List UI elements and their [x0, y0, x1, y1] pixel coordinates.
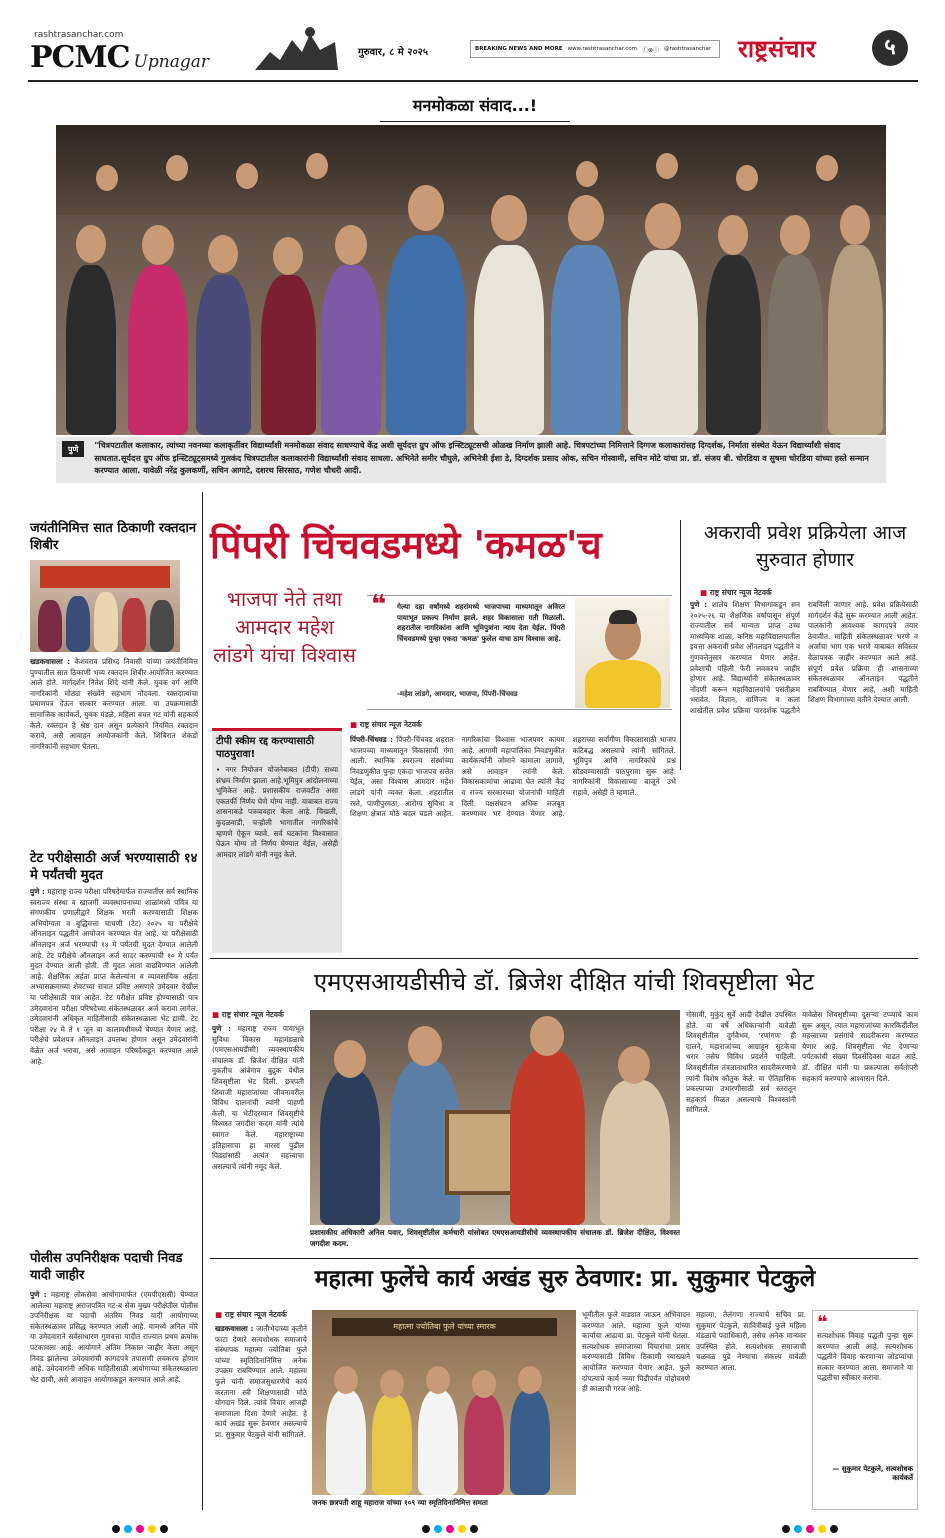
left2-headline: टेट परीक्षेसाठी अर्ज भरण्यासाठी १४ मे पर्यंतची मुदत [30, 851, 198, 883]
masthead-rule [28, 80, 918, 82]
mid-caption: प्रशासकीय अधिकारी अनिल पवार, शिवसृष्टीतील कर्मचारी यांसोबत एमएसआयडीसीचे व्यवस्थापकीय संचालक डॉ. ब्रिजेश दीक्षित, विश्वस्त जगदीश कदम. [310, 1228, 680, 1248]
lead-rule [680, 520, 681, 770]
lead-quote-box [367, 590, 672, 710]
left3-headline: पोलीस उपनिरीक्षक पदाची निवड यादी जाहीर [30, 1251, 183, 1283]
mid-text: महाराष्ट्र राज्य पायाभूत सुविधा विकास महामंडळाचे (एमएसआयडीसी) व्यवस्थापकीय संचालक डॉ. ब्रिजेश दीक्षित यांनी नुकतीच आंबेगाव बुद्रुक येथील शिवसृष्टीला भेट दिली. छत्रपती शिवाजी महाराजांच्या जीवनावरील विविध दालनांची त्यांनी पाहणी केली. या भेटीदरम्यान शिवसृष्टीचे विश्वस्त जगदीश कदम यांनी त्यांचे स्वागत केले. महाराष्ट्राच्या इतिहासाचा हा वारसा पुढील पिढ्यांसाठी अत्यंत महत्त्वाचा असल्याचे त्यांनी नमूद केले. [212, 1024, 304, 1171]
site-url: rashtrasanchar.com [34, 30, 124, 40]
left1-body [30, 657, 198, 837]
location-tag: पुणे [62, 441, 84, 457]
right1-text: शालेय शिक्षण विभागाकडून सन २०२५-२६ या शैक्षणिक वर्षापासून संपूर्ण राज्यातील सर्व मान्यता प्राप्त उच्च माध्यमिक शाळा, कनिष्ठ महाविद्यालयातील इयत्ता अकरावी प्रवेश ऑनलाइन पद्धतीने व गुणवत्तेनुसार करण्यात येणार आहेत. प्रवेशाची पहिली फेरी लवकरच जाहीर होणार आहे. विद्यार्थ्यांनी संकेतस्थळावर नोंदणी करून महाविद्यालयांचे पसंतीक्रम भरावेत. विज्ञान, वाणिज्य व कला शाखेतील प्रवेश प्रक्रिया पारदर्शक पद्धतीने राबविली जाणार आहे. प्रवेश प्रक्रियेसाठी मार्गदर्शन केंद्रे सुरू करण्यात आली आहेत. पालकांनी आवश्यक कागदपत्रे तयार ठेवावीत. माहिती संकेतस्थळावर भरणे व अर्जाचा भाग एक भरणे याबाबत सविस्तर वेळापत्रक जाहीर करण्यात आले आहे. संपूर्ण प्रवेश प्रक्रिया ही शासनाच्या संकेतस्थळावर ऑनलाइन पद्धतीने राबविण्यात येणार आहे, अशी माहिती शिक्षण विभागाच्या वतीने देण्यात आली. [690, 600, 918, 715]
left3-body [30, 1290, 198, 1500]
top-kicker: मनमोकळा संवाद...! [412, 96, 538, 115]
mid-body [212, 1024, 304, 1224]
left3-place: पुणे : [30, 1290, 47, 1299]
top-caption: "चित्रपटातील कलाकार, त्यांच्या नवनव्या कलाकृतींवर विद्यार्थ्यांशी मनमोकळा संवाद साधण्याचे केंद्र अशी सूर्यदत्त ग्रुप ऑफ इन्स्टिट्यूटसची ओळख निर्माण झाली आहे. चित्रपटांच्या निमित्ताने दिग्गज कलाकारांसह दिग्दर्शक, निर्माता संस्थेत येऊन विद्यार्थ्यांशी संवाद साधतात.सूर्यदत्त ग्रुप ऑफ इन्स्टिट्यूट्समध्ये गुलकंद चित्रपटातील कलाकारांनी विद्यार्थ्यांशी संवाद साधला. अभिनेते समीर चौघुले, अभिनेत्री ईशा डे, दिग्दर्शक प्रसाद ओक, सचिन गोस्वामी, सचिन मोटे यांचा प्रा. डॉ. संजय बी. चोरडिया व सुषमा चोरडिया यांच्या हस्ते सन्मान करण्यात आला. यावेळी नरेंद्र कुलकर्णी, सचिन आगाटे, दशरथ सिरसाठ, गणेश चौधरी आदी. [94, 441, 869, 475]
masthead-title [30, 40, 209, 75]
lead-headline: पिंपरी चिंचवडमध्ये 'कमळ'च [210, 523, 602, 567]
left3-text: महाराष्ट्र लोकसेवा आयोगामार्फत (एमपीएससी) घेण्यात आलेल्या महाराष्ट्र अराजपत्रित गट-ब सेवा मुख्य परीक्षेतील पोलीस उपनिरीक्षक या पदाची अंतरिम निवड यादी आयोगाच्या संकेतस्थळावर प्रसिद्ध करण्यात आली आहे. यामध्ये अनिल मोरे या उमेदवाराने सर्वसाधारण गुणवत्ता यादीत राज्यात प्रथम क्रमांक पटकावला आहे. आयोगाने अंतिम निकाल जाहीर केला असून निवड झालेल्या उमेदवारांची कागदपत्रे तपासणी लवकरच होणार आहे. उमेदवारांनी अधिक माहितीसाठी आयोगाच्या संकेतस्थळाला भेट द्यावी, असे आवाहन आयोगाकडून करण्यात आले आहे. [30, 1290, 198, 1384]
masthead-title-main: PCMC [30, 40, 130, 75]
lead-deck: भाजपा नेते तथा आमदार महेश लांडगे यांचा विश्वास [213, 587, 356, 667]
bottom-headline: महात्मा फुलेंचे कार्य अखंड सुरु ठेवणार: प्रा. सुकुमार पेटकुले [314, 1266, 816, 1292]
bottom-text: जातीभेदाच्या कृतीने फाटा देणारे सत्यशोधक समाजाचे संस्थापक महात्मा ज्योतिबा फुले यांच्या स्मृतिदिनानिमित्त अनेक उपक्रम राबविण्यात आले. महात्मा फुले यांनी समाजसुधारणेचे कार्य करताना स्त्री शिक्षणासाठी मोठे योगदान दिले. त्यांचे विचार आजही समाजाला दिशा देणारे आहेत. हे कार्य अखंड सुरू ठेवणार असल्याचे प्रा. सुकुमार पेटकुले यांनी सांगितले. [215, 1324, 307, 1439]
masthead-title-script: Upnagar [133, 52, 209, 72]
bottom-caption: जनक छत्रपती शाहू महाराज यांच्या १०९ व्या स्मृतिदिनानिमित्त समता [312, 1498, 488, 1507]
social-handle[interactable]: @rashtrasanchar [663, 46, 712, 52]
mid-body2: गोसावी, मुकुंद सुर्वे आदी देखील उपस्थित होते. या वर्षे अधिकाऱ्यांनी यावेळी शिवसृष्टीतील दुर्गवैभव, 'रणांगण' ही दालने, महाराजांच्या आग्राहून सुटकेचा थरार तसेच विविध प्रदर्शने पाहिली. शिवसृष्टीतील तंत्रज्ञानाधारित सादरीकरणाचे त्यांनी विशेष कौतुक केले. या ऐतिहासिक प्रकल्पाच्या उभारणीसाठी सर्व स्तरातून सहकार्य मिळत असल्याचे विश्वस्तांनी सांगितले. [686, 1010, 796, 1115]
right1-byline: ■ राष्ट्र संचार न्यूज नेटवर्क [700, 588, 772, 598]
bottom-photo [312, 1310, 576, 1495]
lead-quote-by: -महेश लांडगे, आमदार, भाजपा, पिंपरी-चिंचवड [397, 690, 518, 698]
issue-date: गुरुवार, ८ मे २०२५ [358, 47, 429, 58]
tp-scheme-box [212, 728, 342, 953]
sidebar-sign: — सुकुमार पेटकुले, सत्यशोधक कार्यकर्ते [832, 1465, 913, 1482]
left1-place: खडकवासला : [30, 657, 71, 666]
paper-logo: राष्ट्रसंचार [738, 35, 816, 63]
mid-body3: यावेळेस शिवसृष्टीच्या दुसऱ्या टप्प्याचे काम सुरू असून, त्यात महाराजांच्या कारकिर्दीतील महत्त्वाच्या प्रसंगांचे सादरीकरण करण्यात येणार आहे. शिवसृष्टीला भेट देणाऱ्या पर्यटकांची संख्या दिवसेंदिवस वाढत आहे. डॉ. दीक्षित यांनी या प्रकल्पाला सर्वतोपरी सहकार्य करण्याचे आश्वासन दिले. [802, 1010, 918, 1083]
right1-place: पुणे : [690, 600, 708, 609]
mid-top-rule [210, 958, 918, 959]
lead-place: पिंपरी-चिंचवड : [350, 735, 393, 744]
group-photo [56, 125, 886, 435]
left-column-rule [202, 492, 203, 1510]
left2-body [30, 887, 198, 1239]
breaking-label: BREAKING NEWS AND MORE [475, 46, 563, 52]
left2-place: पुणे : [30, 887, 45, 896]
page-number: ५ [872, 30, 908, 66]
lead-body [350, 735, 676, 950]
sidebar-quote-icon: ❝ [817, 1312, 828, 1333]
right1-body [690, 600, 918, 955]
sidebar-body: सत्यशोधक विवाह पद्धती पुन्हा सुरू करण्यात आली आहे. सत्यशोधक पद्धतीने विवाह करणाऱ्या जोडप्यांचा सत्कार करण्यात आला. समाजाने या पद्धतीचा स्वीकार करावा. [817, 1331, 913, 1383]
bottom-place: खडकवासला : [215, 1324, 254, 1333]
right1-headline: अकरावी प्रवेश प्रक्रियेला आज सुरुवात होणार [703, 522, 907, 571]
bottom-photo-banner: महात्मा ज्योतिबा फुले यांच्या स्मारक [332, 1318, 557, 1336]
mid-byline: ■ राष्ट्र संचार न्यूज नेटवर्क [212, 1010, 284, 1020]
bottom-body2: भूमीतील फुले वाड्यात जाऊन अभिवादन करण्यात आले. महात्मा फुले यांच्या कार्याचा आढावा प्रा. पेटकुले यांनी घेतला. सत्यशोधक समाजाच्या विचारांचा प्रसार करण्यासाठी विविध ठिकाणी व्याख्याने आयोजित करण्यात येणार आहेत. फुले दांपत्याचे कार्य नव्या पिढीपर्यंत पोहोचवणे ही काळाची गरज आहे. [582, 1310, 690, 1394]
bottom-byline: ■ राष्ट्र संचार न्यूज नेटवर्क [215, 1310, 287, 1320]
social-icon: ⓕ⊗ⓘ [641, 46, 659, 54]
mid-headline: एमएसआयडीसीचे डॉ. ब्रिजेश दीक्षित यांची शिवसृष्टीला भेट [313, 968, 815, 996]
lead-byline: ■ राष्ट्र संचार न्यूज नेटवर्क [350, 720, 422, 730]
bottom-top-rule [210, 1258, 918, 1259]
left1-text: केशवराव प्रसिध्द निवासी यांच्या जयंतीनिमित्त पुण्यातील सात ठिकाणी भव्य रक्तदान शिबीर आयोजित करण्यात आले होते. मार्गदर्शन नितेश शिंदे यांनी केले. युवक वर्ग आणि नागरिकांनी मोठ्या संख्येने सहभाग नोंदवला. रक्तदात्यांचा प्रमाणपत्र देऊन सत्कार करण्यात आला. या उपक्रमासाठी सामाजिक कार्यकर्ते, युवक मंडळे, महिला बचत गट यांनी सहकार्य केले. रक्तदान हे श्रेष्ठ दान असून प्रत्येकाने नियमित रक्तदान करावे, असे आवाहन आयोजकांनी केले. शिबिरात शेकडो नागरिकांनी सहभाग घेतला. [30, 657, 198, 751]
left1-photo [30, 560, 180, 652]
mid-place: पुणे : [212, 1024, 231, 1033]
registration-dots-center [420, 1518, 480, 1537]
breaking-strip [470, 40, 720, 58]
mla-portrait [575, 598, 670, 708]
bottom-body3: महात्मा, तेलंगणा राज्याचे सचिव प्रा. सुकुमार पेटकुले, सावित्रीबाई फुले महिला मंडळाचे पदाधिकारी, तसेच अनेक मान्यवर उपस्थित होते. सत्यशोधक समाजाची चळवळ पुढे नेण्याचा संकल्प यावेळी करण्यात आला. [696, 1310, 806, 1372]
bottom-body [215, 1324, 307, 1509]
left1-headline: जयंतीनिमित्त सात ठिकाणी रक्तदान शिबीर [30, 521, 197, 553]
lead-text: पिंपरी-चिंचवड शहरात भाजपच्या माध्यमातून विकासाची गंगा आली. स्थानिक स्वराज्य संस्थांच्या निवडणुकीत पुन्हा एकदा भाजपच सत्तेत येईल, असा विश्वास आमदार महेश लांडगे यांनी व्यक्त केला. शहरातील रस्ते, पाणीपुरवठा, आरोग्य सुविधा व शिक्षण क्षेत्रात मोठे बदल घडले आहेत. नागरिकांचा विश्वास भाजपवर कायम आहे. आगामी महापालिका निवडणुकीत कार्यकर्त्यांनी जोमाने कामाला लागावे, असे आवाहन त्यांनी केले. विकासकामांचा आढावा घेत त्यांनी केंद्र व राज्य सरकारच्या योजनांची माहिती दिली. पक्षसंघटन अधिक मजबूत करण्यावर भर देण्यात येणार आहे. शहराच्या सर्वांगीण विकासासाठी भाजप कटिबद्ध असल्याचे त्यांनी सांगितले. भूमिपुत्र आणि नागरिकांचे प्रश्न सोडवण्यासाठी पाठपुरावा सुरू आहे. नागरिकांनी विकासाच्या बाजूने उभे राहावे, असेही ते म्हणाले. [350, 735, 676, 819]
registration-dots-left [110, 1518, 170, 1537]
tp-scheme-body: • नगर नियोजन योजनेबाबत (टीपी) सध्या संभ्रम निर्माण झाला आहे.भूमिपुत्र आंदोलनाच्या भूमिकेत आहे. प्रशासकीय राजवटीत असा एकतर्फी निर्णय घेणे योग्य नाही. याबाबत राज्य शासनाकडे पत्रव्यवहार केला आहे. चिखली, कुदळवाडी, चऱ्होली भागातील नागरिकांचे म्हणणे ऐकून घ्यावे. सर्व घटकांना विश्वासात घेऊन योग्य तो निर्णय घेण्यात येईल, असेही आमदार लांडगे यांनी नमूद केले. [216, 765, 338, 859]
bottom-sidebar [812, 1310, 918, 1510]
mid-photo [310, 1010, 680, 1225]
registration-dots-right [780, 1518, 840, 1537]
quote-mark-icon: ❝ [371, 590, 387, 620]
masthead-silhouette-graphic [250, 22, 340, 72]
kicker-rule [380, 121, 570, 122]
web-link[interactable]: www.rashtrasanchar.com [567, 46, 637, 52]
masthead [0, 0, 945, 90]
lead-quote: गेल्या दहा वर्षांमध्ये शहरांमध्ये भाजपाच्या माध्यमातून अविरत पायाभूत प्रकल्प निर्माण झाले. शहर विकासाला गती मिळाली. शहरातील नागरिकांना आणि भूमिपुत्रांना न्याय देता येईल. पिंपरी चिंचवडमध्ये पुन्हा एकदा 'कमळ' फुलेल याचा ठाम विश्वास आहे. [397, 603, 565, 643]
left2-text: महाराष्ट्र राज्य परीक्षा परिषदेमार्फत राज्यातील सर्व स्थानिक स्वराज्य संस्था व खाजगी व्यवस्थापनाच्या शाळांमध्ये पवित्र या संगणकीय प्रणालीद्वारे शिक्षक भरती करण्यासाठी शिक्षक अभियोग्यता व बुद्धिमत्ता चाचणी (टेट) २०२५ या परीक्षेचे ऑनलाइन पद्धतीने आयोजन करण्यात येत आहे. या परीक्षेसाठी ऑनलाइन अर्ज भरण्याची १४ मे पर्यंतची मुदत देण्यात आलेली आहे. टेट परीक्षेचे ऑनलाइन अर्ज सादर करण्याची १० मे पर्यंत मुदत देण्यात आली होती. ती मुदत आता वाढविण्यात आलेली आहे. शैक्षणिक अर्हता प्राप्त केलेल्यांना व व्यावसायिक अर्हता अभ्यासक्रमाच्या शेवटच्या सत्रात प्रविष्ट असणारे उमेदवार देखील या परीक्षेसाठी पात्र आहेत. टेट परीक्षेत प्रविष्ट होण्यासाठी पात्र उमेदवारांना परीक्षा परिषदेच्या संकेतस्थळावर अर्ज करावा लागेल. उमेदवारांनी अधिकृत माहितीसाठी संकेतस्थळाला भेट द्यावी. टेट परीक्षा २४ मे ते १ जून या कालावधीमध्ये घेण्यात येणार आहे. परीक्षेचे प्रवेशपत्र ऑनलाइन उपलब्ध होणार असून उमेदवारांनी वेळेत अर्ज भरावा, असे आवाहन परिषदेकडून करण्यात आले आहे. [30, 887, 198, 1066]
top-caption-box [56, 437, 886, 483]
tp-scheme-title: टीपी स्कीम रद्द करण्यासाठी पाठपुरावा! [216, 736, 315, 760]
